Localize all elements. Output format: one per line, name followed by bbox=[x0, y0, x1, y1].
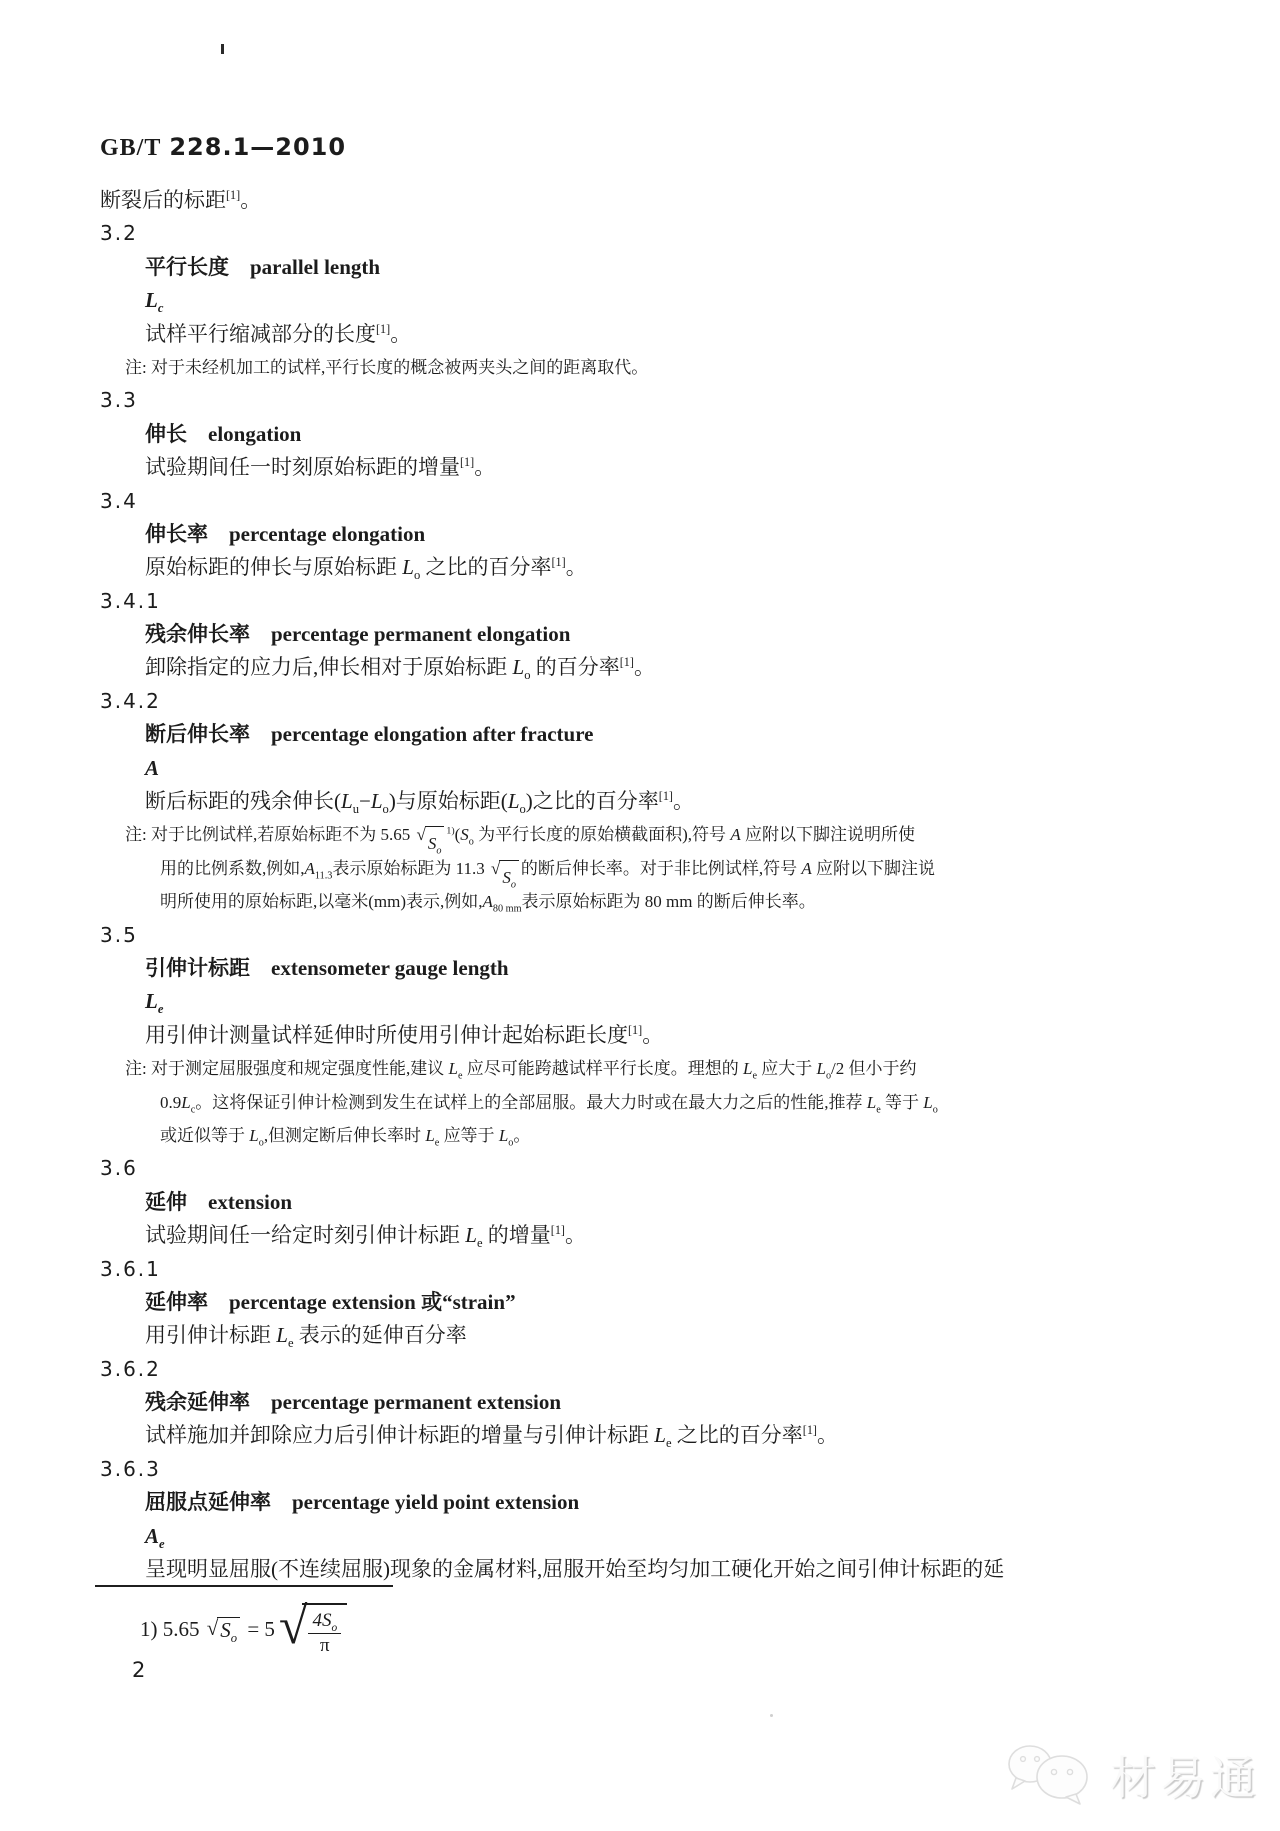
fraction-numerator bbox=[308, 1610, 341, 1634]
doc-line-term bbox=[100, 251, 1220, 284]
text-segment: 3.3 bbox=[100, 388, 138, 413]
symbol-italic: A bbox=[801, 858, 812, 878]
text-segment: 卸除指定的应力后,伸长相对于原始标距 bbox=[145, 655, 513, 680]
text-segment: 残余延伸率 percentage permanent extension bbox=[145, 1390, 562, 1415]
doc-line-note2 bbox=[100, 1086, 1220, 1119]
symbol-italic: A bbox=[304, 858, 315, 878]
text-segment: 平行长度 parallel length bbox=[145, 254, 381, 279]
text-segment: 3.5 bbox=[100, 922, 138, 947]
subscript: o bbox=[436, 845, 442, 857]
doc-line-secnum bbox=[100, 1353, 1220, 1386]
text-segment: 伸长 elongation bbox=[145, 421, 302, 446]
subscript: c bbox=[190, 1103, 196, 1115]
radicand: $S_o$ bbox=[217, 1617, 240, 1643]
superscript: [1] bbox=[802, 1423, 817, 1438]
doc-line-secnum bbox=[100, 485, 1220, 518]
text-segment: 应尽可能跨越试样平行长度。理想的 bbox=[462, 1059, 743, 1079]
definitions-body bbox=[100, 184, 1220, 1586]
text-segment: 呈现明显屈服(不连续屈服)现象的金属材料,屈服开始至均匀加工硬化开始之间引伸计标距的延 bbox=[145, 1557, 1005, 1582]
superscript: [1] bbox=[619, 655, 634, 670]
symbol-italic: L bbox=[866, 1092, 877, 1112]
doc-line-body bbox=[100, 318, 1220, 351]
text-segment: 应附以下脚注说 bbox=[811, 858, 936, 878]
text-segment: 注: 对于比例试样,若原始标距不为 5.65 bbox=[125, 825, 415, 845]
doc-line-sym bbox=[100, 284, 1220, 317]
doc-line-body bbox=[100, 1219, 1220, 1252]
symbol-italic: L bbox=[181, 1092, 191, 1112]
text-segment: 1) 5.65 bbox=[140, 1617, 205, 1642]
text-segment: 。 bbox=[816, 1423, 838, 1448]
symbol-bold-italic: A bbox=[145, 1523, 160, 1548]
text-segment: 断裂后的标距 bbox=[100, 188, 226, 212]
doc-line-body bbox=[100, 451, 1220, 484]
text-segment: 应等于 bbox=[439, 1125, 499, 1145]
subscript: o bbox=[468, 836, 474, 848]
fraction-denominator bbox=[320, 1634, 330, 1657]
subscript: o bbox=[932, 1103, 938, 1115]
superscript: [1] bbox=[551, 555, 566, 570]
footnote-formula bbox=[140, 1598, 393, 1657]
symbol-italic: A bbox=[730, 825, 741, 845]
text-segment: 等于 bbox=[880, 1092, 924, 1112]
doc-line-term bbox=[100, 1186, 1220, 1219]
superscript: 1) bbox=[446, 825, 455, 837]
symbol-italic: S bbox=[321, 1610, 332, 1631]
text-segment: ,但测定断后伸长率时 bbox=[263, 1125, 426, 1145]
doc-line-body bbox=[100, 1419, 1220, 1452]
text-segment: 明所使用的原始标距,以毫米(mm)表示,例如, bbox=[160, 892, 483, 912]
text-segment: 3.6 bbox=[100, 1156, 138, 1181]
symbol-italic: L bbox=[465, 1223, 477, 1248]
text-segment: − bbox=[358, 789, 371, 814]
text-segment: 。 bbox=[633, 655, 655, 680]
text-segment: 表示原始标距为 11.3 bbox=[332, 858, 489, 878]
subscript: e bbox=[665, 1436, 672, 1451]
doc-line-term bbox=[100, 1286, 1220, 1319]
text-segment: /2 但小于约 bbox=[831, 1059, 917, 1079]
doc-line-note bbox=[100, 818, 1220, 857]
text-segment: 。 bbox=[390, 321, 412, 346]
radicand: $S_o$ bbox=[499, 860, 519, 894]
symbol-italic: L bbox=[425, 1125, 435, 1145]
scan-artifact bbox=[770, 1714, 773, 1717]
text-segment: 。 bbox=[565, 555, 587, 580]
subscript: e bbox=[457, 1070, 463, 1082]
subscript: e bbox=[159, 1536, 165, 1551]
standard-code-number: 228.1—2010 bbox=[169, 133, 347, 161]
subscript: c bbox=[157, 301, 164, 316]
superscript: [1] bbox=[550, 1223, 565, 1238]
doc-line-secnum bbox=[100, 217, 1220, 250]
standard-code-header bbox=[100, 133, 346, 162]
text-segment: 为平行长度的原始横截面积),符号 bbox=[473, 825, 731, 845]
superscript: [1] bbox=[460, 455, 475, 470]
text-segment: 试验期间任一时刻原始标距的增量 bbox=[145, 455, 460, 480]
text-segment: 注: 对于测定屈服强度和规定强度性能,建议 bbox=[125, 1059, 449, 1079]
text-segment: 应附以下脚注说明所使 bbox=[740, 825, 915, 845]
symbol-italic: L bbox=[512, 655, 525, 680]
symbol-italic: L bbox=[249, 1125, 259, 1145]
text-segment: 。 bbox=[240, 188, 262, 212]
doc-line-term bbox=[100, 618, 1220, 651]
text-segment: 4 bbox=[312, 1610, 322, 1631]
symbol-italic: L bbox=[816, 1059, 826, 1079]
text-segment: 屈服点延伸率 percentage yield point extension bbox=[145, 1490, 580, 1515]
doc-line-term bbox=[100, 418, 1220, 451]
doc-line-secnum bbox=[100, 1152, 1220, 1185]
text-segment: 。 bbox=[474, 455, 496, 480]
doc-line-term bbox=[100, 518, 1220, 551]
subscript: 80 mm bbox=[492, 903, 522, 915]
text-segment: 或近似等于 bbox=[160, 1125, 250, 1145]
text-segment: )与原始标距( bbox=[388, 789, 508, 814]
text-segment: 的断后伸长率。对于非比例试样,符号 bbox=[520, 858, 802, 878]
text-segment: = 5 bbox=[242, 1617, 275, 1642]
subscript: u bbox=[352, 802, 359, 817]
doc-line-term bbox=[100, 1486, 1220, 1519]
doc-line-body bbox=[100, 785, 1220, 818]
doc-line-body bbox=[100, 551, 1220, 584]
subscript: e bbox=[157, 1002, 164, 1017]
text-segment: 。 bbox=[673, 789, 694, 814]
doc-line-body bbox=[100, 1553, 1220, 1586]
text-segment: 。这将保证引伸计检测到发生在试样上的全部屈服。最大力时或在最大力之后的性能,推荐 bbox=[195, 1092, 867, 1112]
text-segment: 3.6.3 bbox=[100, 1456, 161, 1481]
text-segment: 3.4.2 bbox=[100, 688, 161, 713]
subscript: o bbox=[524, 668, 531, 683]
text-segment: 0.9 bbox=[160, 1092, 182, 1112]
doc-line-note bbox=[100, 1052, 1220, 1085]
doc-line-secnum bbox=[100, 685, 1220, 718]
symbol-italic: L bbox=[448, 1059, 458, 1079]
radical-sign: √ bbox=[490, 858, 501, 878]
text-segment: 。 bbox=[564, 1223, 586, 1248]
subscript: o bbox=[382, 802, 389, 817]
symbol-bold-italic: L bbox=[145, 989, 158, 1014]
subscript: e bbox=[434, 1137, 440, 1149]
radical-sign: √ bbox=[416, 825, 426, 845]
subscript: e bbox=[876, 1103, 881, 1115]
wechat-chat-bubbles-icon bbox=[1000, 1742, 1100, 1808]
subscript: o bbox=[230, 1631, 238, 1646]
sqrt-expression bbox=[206, 1615, 240, 1646]
doc-line-note2 bbox=[100, 1119, 1220, 1152]
text-segment: π bbox=[320, 1634, 330, 1656]
scan-artifact bbox=[221, 44, 224, 54]
text-segment: 表示的延伸百分率 bbox=[293, 1323, 467, 1348]
text-segment: 试样平行缩减部分的长度 bbox=[145, 321, 376, 346]
superscript: [1] bbox=[376, 321, 391, 336]
symbol-italic: S bbox=[460, 825, 469, 845]
text-segment: 延伸 extension bbox=[145, 1189, 292, 1214]
text-segment: ( bbox=[454, 825, 461, 845]
subscript: o bbox=[519, 802, 526, 817]
text-segment: 3.4 bbox=[100, 488, 138, 513]
text-segment: 注: 对于未经机加工的试样,平行长度的概念被两夹头之间的距离取代。 bbox=[125, 357, 649, 377]
symbol-italic: L bbox=[402, 555, 414, 580]
subscript: o bbox=[510, 879, 516, 891]
watermark-text: 材易通 bbox=[1110, 1752, 1260, 1804]
symbol-bold-italic: A bbox=[145, 755, 160, 780]
symbol-italic: L bbox=[370, 789, 383, 814]
symbol-italic: A bbox=[482, 892, 493, 912]
text-segment: 3.4.1 bbox=[100, 588, 161, 613]
text-segment: )之比的百分率 bbox=[525, 789, 659, 814]
doc-line-term bbox=[100, 952, 1220, 985]
radical-sign: √ bbox=[206, 1615, 219, 1640]
text-segment: 用的比例系数,例如, bbox=[160, 858, 305, 878]
text-segment: 。 bbox=[513, 1125, 531, 1145]
subscript: o bbox=[258, 1137, 264, 1149]
text-segment: 伸长率 percentage elongation bbox=[145, 521, 426, 546]
doc-line-secnum bbox=[100, 919, 1220, 952]
text-segment: 的增量 bbox=[482, 1223, 551, 1248]
footnote-block bbox=[95, 1585, 393, 1657]
symbol-italic: L bbox=[507, 789, 520, 814]
subscript: o bbox=[508, 1137, 514, 1149]
symbol-italic: L bbox=[341, 789, 353, 814]
fraction bbox=[308, 1610, 341, 1657]
doc-line-body bbox=[100, 651, 1220, 684]
subscript: o bbox=[825, 1070, 832, 1082]
radicand: $S_o$ bbox=[425, 826, 445, 860]
text-segment: 。 bbox=[642, 1022, 664, 1047]
doc-line-body bbox=[100, 1319, 1220, 1352]
footnote-rule bbox=[95, 1585, 393, 1587]
text-segment: 断后伸长率 percentage elongation after fracture bbox=[145, 722, 594, 747]
page-number: 2 bbox=[132, 1658, 146, 1682]
doc-line-note2 bbox=[100, 852, 1220, 891]
symbol-italic: L bbox=[742, 1059, 753, 1079]
doc-line-sym bbox=[100, 752, 1220, 785]
doc-line-note bbox=[100, 351, 1220, 384]
superscript: [1] bbox=[658, 789, 673, 804]
text-segment: 断后标距的残余伸长( bbox=[145, 789, 341, 814]
subscript: e bbox=[476, 1236, 483, 1251]
doc-line-term bbox=[100, 1386, 1220, 1419]
superscript: [1] bbox=[226, 188, 241, 202]
standard-code-prefix: GB/T bbox=[100, 135, 162, 161]
doc-line-body bbox=[100, 1019, 1220, 1052]
text-segment: 原始标距的伸长与原始标距 bbox=[145, 555, 403, 580]
text-segment: 之比的百分率 bbox=[671, 1423, 803, 1448]
subscript: o bbox=[413, 568, 421, 583]
watermark bbox=[1000, 1742, 1260, 1808]
symbol-italic: L bbox=[654, 1423, 666, 1448]
doc-line-body0 bbox=[100, 184, 1220, 217]
doc-line-secnum bbox=[100, 384, 1220, 417]
doc-line-secnum bbox=[100, 1253, 1220, 1286]
symbol-italic: L bbox=[276, 1323, 288, 1348]
text-segment: 引伸计标距 extensometer gauge length bbox=[145, 955, 509, 980]
doc-line-secnum bbox=[100, 1453, 1220, 1486]
text-segment: 3.2 bbox=[100, 221, 138, 246]
superscript: [1] bbox=[628, 1022, 643, 1037]
text-segment: 延伸率 percentage extension 或“strain” bbox=[145, 1289, 516, 1314]
symbol-bold-italic: L bbox=[145, 288, 158, 313]
doc-line-sym bbox=[100, 985, 1220, 1018]
text-segment: 残余伸长率 percentage permanent elongation bbox=[145, 622, 571, 647]
doc-line-term bbox=[100, 718, 1220, 751]
subscript: o bbox=[331, 1621, 338, 1634]
doc-line-note2 bbox=[100, 885, 1220, 918]
subscript: 11.3 bbox=[314, 870, 333, 882]
text-segment: 应大于 bbox=[756, 1059, 817, 1079]
text-segment: 试样施加并卸除应力后引伸计标距的增量与引伸计标距 bbox=[145, 1423, 655, 1448]
radical-sign: √ bbox=[278, 1598, 308, 1655]
symbol-italic: L bbox=[498, 1125, 509, 1145]
subscript: e bbox=[752, 1070, 757, 1082]
sqrt-fraction-expression bbox=[278, 1598, 347, 1657]
doc-line-secnum bbox=[100, 585, 1220, 618]
radicand bbox=[302, 1603, 347, 1657]
text-segment: 用引伸计标距 bbox=[145, 1323, 277, 1348]
text-segment: 3.6.1 bbox=[100, 1256, 161, 1281]
symbol-italic: L bbox=[923, 1092, 933, 1112]
doc-line-sym bbox=[100, 1520, 1220, 1553]
text-segment: 试验期间任一给定时刻引伸计标距 bbox=[145, 1223, 466, 1248]
text-segment: 表示原始标距为 80 mm 的断后伸长率。 bbox=[521, 892, 816, 912]
text-segment: 用引伸计测量试样延伸时所使用引伸计起始标距长度 bbox=[145, 1022, 628, 1047]
subscript: e bbox=[287, 1336, 294, 1351]
text-segment: 之比的百分率 bbox=[420, 555, 552, 580]
text-segment: 的百分率 bbox=[530, 655, 620, 680]
text-segment: 3.6.2 bbox=[100, 1356, 161, 1381]
